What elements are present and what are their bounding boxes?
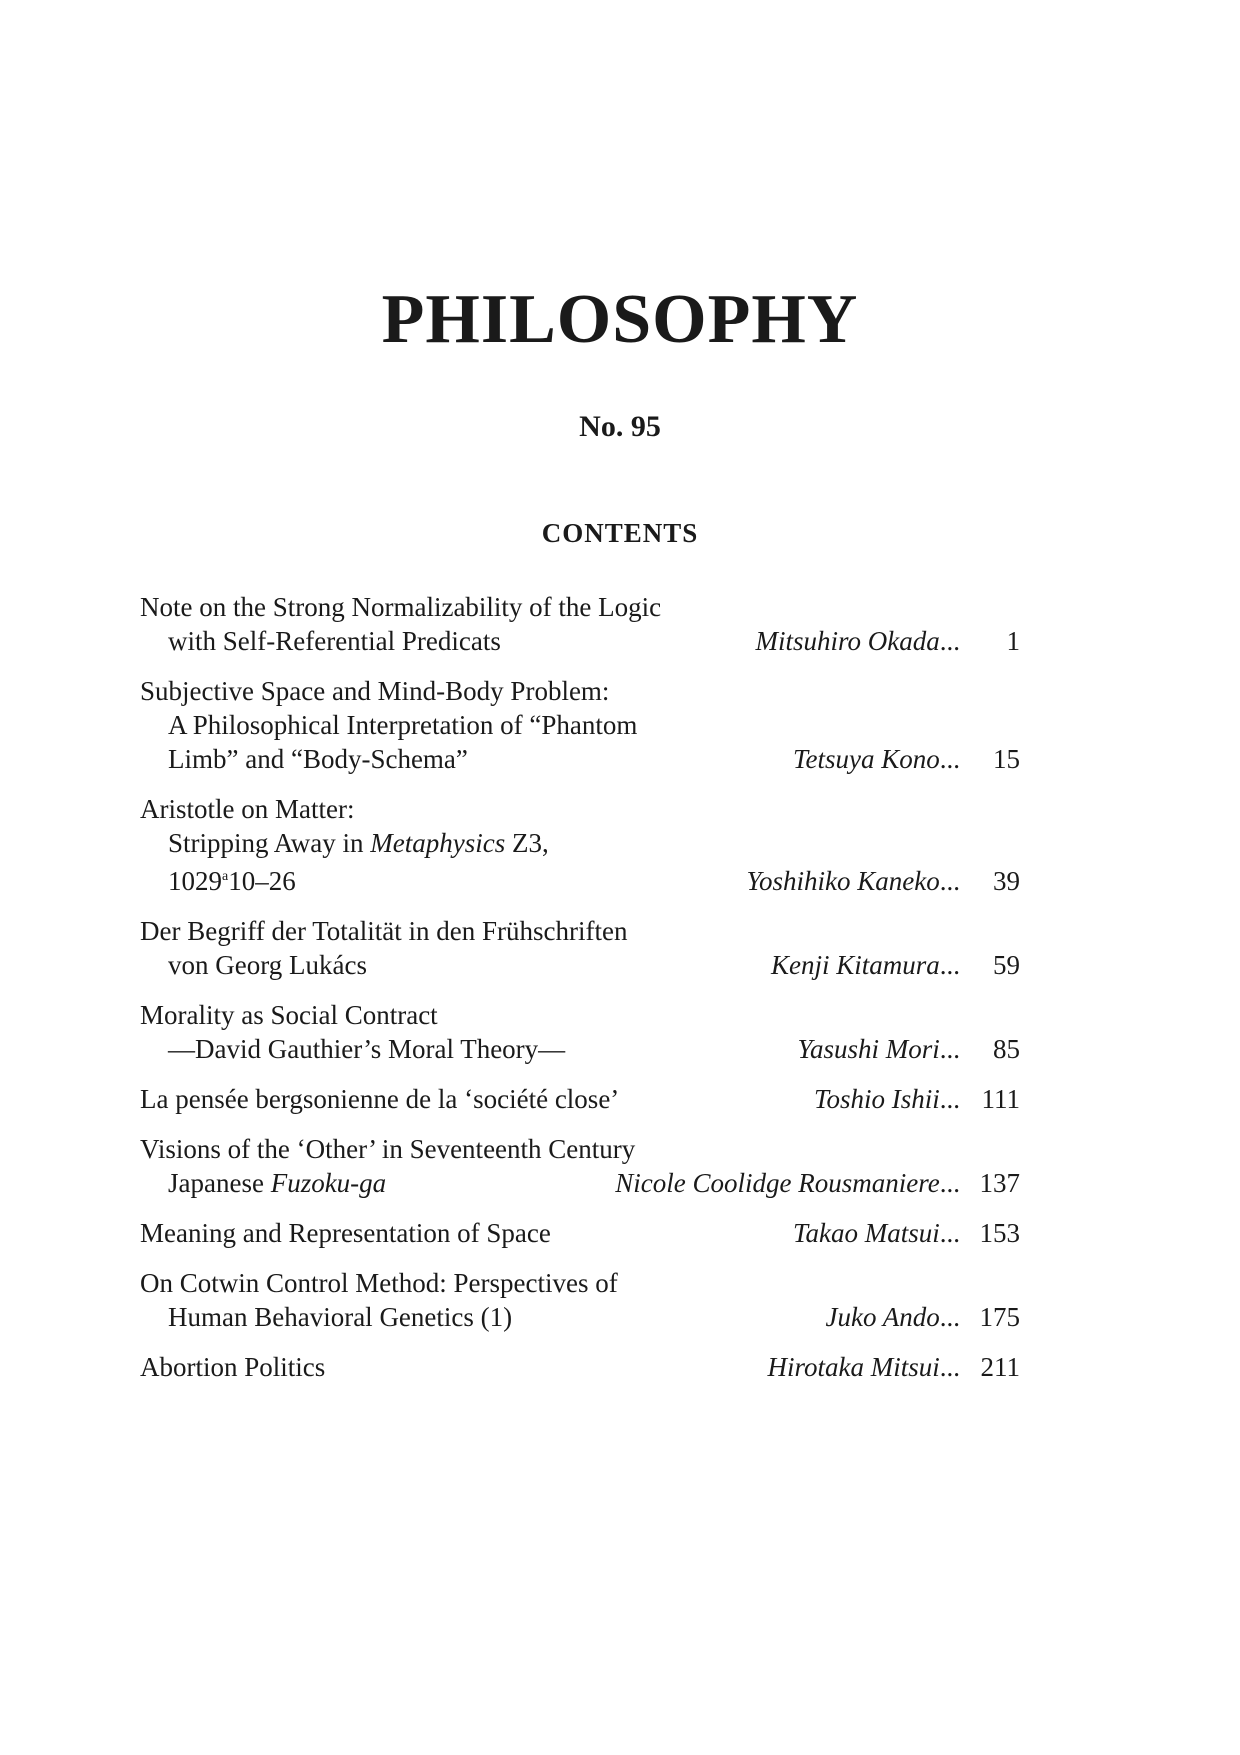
- toc-entry-page: 15: [993, 744, 1020, 774]
- toc-entry-title-line: Der Begriff der Totalität in den Frühschriften: [140, 916, 628, 946]
- toc-entry-page: 111: [981, 1084, 1020, 1114]
- issue-number: No. 95: [579, 410, 661, 443]
- toc-entry-page: 1: [1006, 626, 1020, 656]
- toc-entry-title-line: La pensée bergsonienne de la ‘société close’: [140, 1084, 620, 1114]
- toc-entry-page: 39: [993, 866, 1020, 896]
- toc-entry-title-line: On Cotwin Control Method: Perspectives of: [140, 1268, 618, 1298]
- toc-entry-title-line: Aristotle on Matter:: [140, 794, 355, 824]
- toc-entry-title-line: Human Behavioral Genetics (1): [168, 1302, 513, 1332]
- toc-entry: [140, 1082, 1020, 1116]
- toc-entry-author: Yoshihiko Kaneko...: [746, 866, 960, 896]
- toc-entry-title-line: Japanese Fuzoku-ga: [168, 1168, 387, 1198]
- toc-entry-author: Nicole Coolidge Rousmaniere...: [615, 1168, 960, 1198]
- toc-entry: [140, 674, 1020, 776]
- toc-entry-author: Takao Matsui...: [792, 1218, 960, 1248]
- toc-entry-author: Toshio Ishii...: [813, 1084, 960, 1114]
- toc-entry-page: 175: [979, 1302, 1020, 1332]
- journal-title: PHILOSOPHY: [381, 281, 859, 358]
- toc-entry-author: Hirotaka Mitsui...: [767, 1352, 960, 1382]
- toc-entry-title-line: Visions of the ‘Other’ in Seventeenth Century: [140, 1134, 636, 1164]
- toc-entry-title-line: Subjective Space and Mind-Body Problem:: [140, 676, 610, 706]
- toc-entry-title-line: Meaning and Representation of Space: [140, 1218, 551, 1248]
- toc-entry-page: 59: [993, 950, 1020, 980]
- toc-entry: [140, 1350, 1020, 1384]
- toc-entry-title-line: with Self-Referential Predicats: [168, 626, 501, 656]
- toc-entry-page: 137: [979, 1168, 1020, 1198]
- toc-entry-title-line: Stripping Away in Metaphysics Z3,: [168, 828, 549, 858]
- toc-entry: [140, 1216, 1020, 1250]
- toc-entry-title-line: —David Gauthier’s Moral Theory—: [168, 1034, 566, 1064]
- toc-entry-author: Mitsuhiro Okada...: [755, 626, 960, 656]
- toc-entry-title-line: Abortion Politics: [140, 1352, 326, 1382]
- toc-entry: [140, 1266, 1020, 1334]
- toc-entry-title-line: 1029$^a$10–26: [168, 866, 296, 896]
- toc-entry: [140, 914, 1020, 982]
- toc-entry-author: Kenji Kitamura...: [770, 950, 960, 980]
- toc-entry-title-line: von Georg Lukács: [168, 950, 367, 980]
- toc-entry-page: 153: [979, 1218, 1020, 1248]
- toc-entry: [140, 792, 1020, 898]
- toc-entry: [140, 1132, 1020, 1200]
- toc-entry: [140, 998, 1020, 1066]
- toc-entry-title-line: Morality as Social Contract: [140, 1000, 438, 1030]
- toc-entry-page: 211: [980, 1352, 1020, 1382]
- toc-entry: [140, 590, 1020, 658]
- table-of-contents: [140, 590, 1020, 1400]
- toc-entry-author: Juko Ando...: [825, 1302, 960, 1332]
- toc-entry-author: Tetsuya Kono...: [792, 744, 960, 774]
- toc-entry-title-line: A Philosophical Interpretation of “Phantom: [168, 710, 638, 740]
- toc-entry-author: Yasushi Mori...: [797, 1034, 960, 1064]
- toc-entry-page: 85: [993, 1034, 1020, 1064]
- toc-entry-title-line: Note on the Strong Normalizability of the Logic: [140, 592, 662, 622]
- toc-entry-title-line: Limb” and “Body-Schema”: [168, 744, 468, 774]
- contents-heading: CONTENTS: [541, 518, 699, 548]
